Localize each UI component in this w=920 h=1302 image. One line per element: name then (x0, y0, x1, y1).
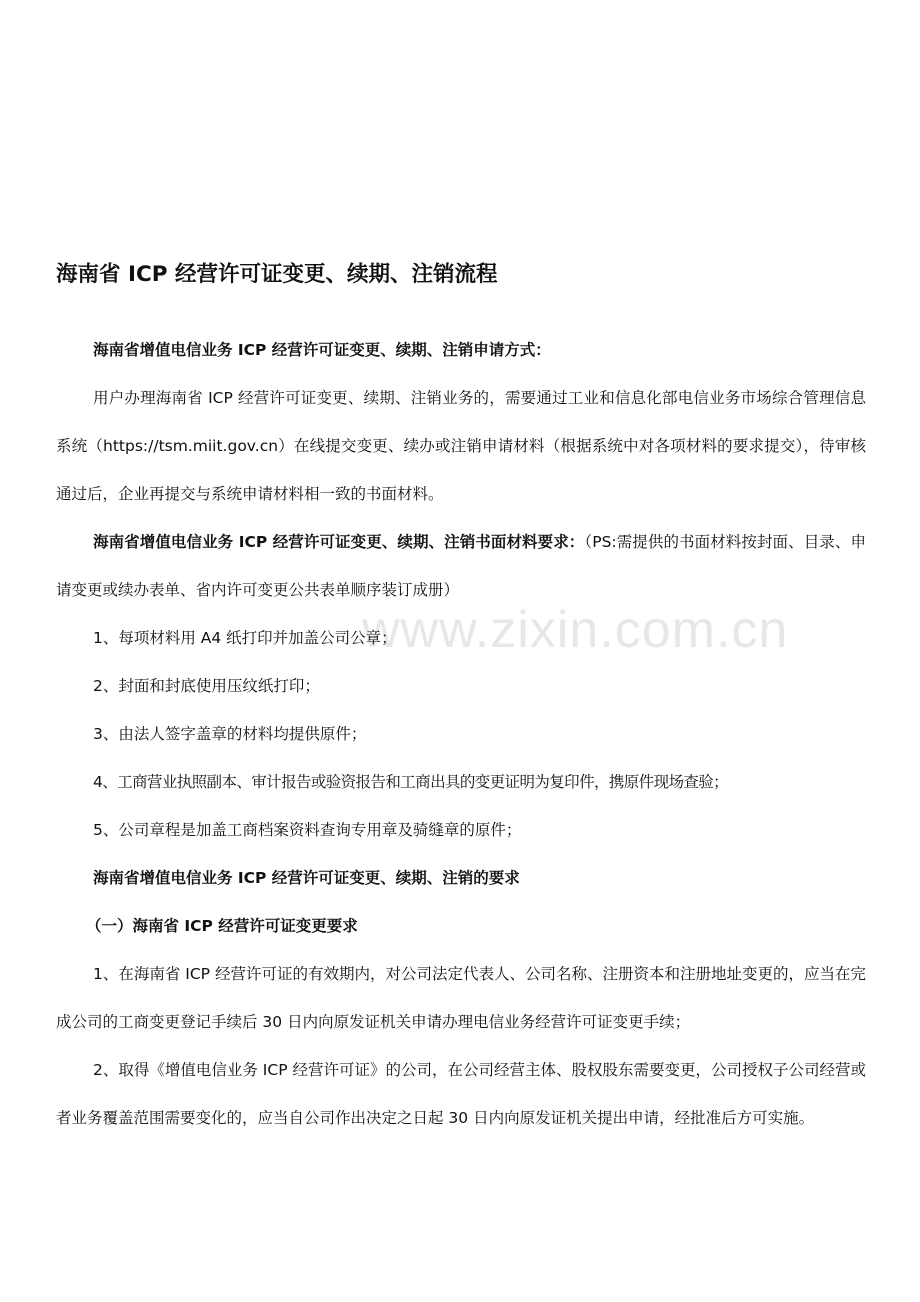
document-title: 海南省 ICP 经营许可证变更、续期、注销流程 (56, 262, 498, 287)
list-item: 4、工商营业执照副本、审计报告或验资报告和工商出具的变更证明为复印件，携原件现场查验； (93, 773, 729, 791)
section2-note: （PS:需提供的书面材料按封面、目录、申请变更或续办表单、省内许可变更公共表单顺序装订成册） (56, 533, 866, 599)
subsection1-heading: （一）海南省 ICP 经营许可证变更要求 (86, 917, 358, 935)
watermark: www.zixin.com.cn (362, 601, 789, 659)
list-item: 3、由法人签字盖章的材料均提供原件； (93, 725, 367, 743)
list-item: 1、在海南省 ICP 经营许可证的有效期内，对公司法定代表人、公司名称、注册资本和注册地址变更的，应当在完成公司的工商变更登记手续后 30 日内向原发证机关申请办理电信业务经营许可证变更手续； (56, 965, 866, 1031)
section3-heading: 海南省增值电信业务 ICP 经营许可证变更、续期、注销的要求 (93, 869, 520, 887)
list-item: 1、每项材料用 A4 纸打印并加盖公司公章； (93, 629, 397, 647)
list-item: 5、公司章程是加盖工商档案资料查询专用章及骑缝章的原件； (93, 821, 522, 839)
section1-heading: 海南省增值电信业务 ICP 经营许可证变更、续期、注销申请方式： (93, 341, 551, 359)
section2-paragraph (56, 518, 866, 614)
document-body (56, 326, 866, 1142)
list-item: 2、取得《增值电信业务 ICP 经营许可证》的公司，在公司经营主体、股权股东需要变更，公司授权子公司经营或者业务覆盖范围需要变化的，应当自公司作出决定之日起 30 日内向原发证机关提出申请，经批准后方可实施。 (56, 1061, 866, 1127)
section2-heading: 海南省增值电信业务 ICP 经营许可证变更、续期、注销书面材料要求： (93, 533, 585, 551)
section1-paragraph: 用户办理海南省 ICP 经营许可证变更、续期、注销业务的，需要通过工业和信息化部电信业务市场综合管理信息系统（https://tsm.miit.gov.cn）在线提交变更、续办或注销申请材料（根据系统中对各项材料的要求提交），待审核通过后，企业再提交与系统申请材料相一致的书面材料。 (56, 389, 866, 503)
list-item: 2、封面和封底使用压纹纸打印； (93, 677, 320, 695)
